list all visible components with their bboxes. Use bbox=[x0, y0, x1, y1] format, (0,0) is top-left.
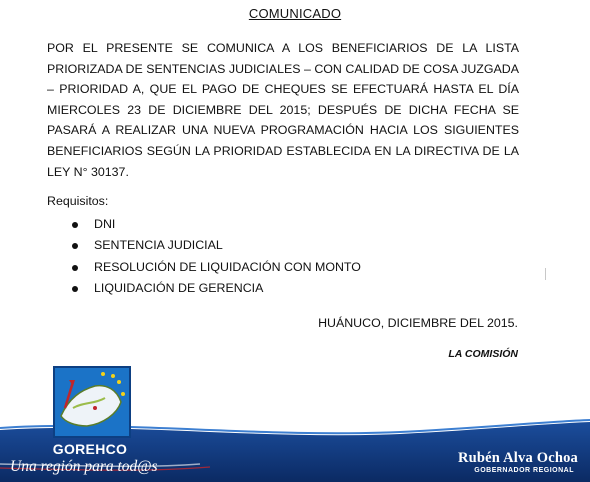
announcement-body: POR EL PRESENTE SE COMUNICA A LOS BENEFICIARIOS DE LA LISTA PRIORIZADA DE SENTENCIAS JUDICIALES – CON CALIDAD DE COSA JUZGADA – PRIORIDAD A, QUE EL PAGO DE CHEQUES SE EFECTUARÁ HASTA EL DÍA MIERCOLES 23 DE DICIEMBRE DEL 2015; DESPUÉS DE DICHA FECHA SE PASARÁ A REALIZAR UNA NUEVA PROGRAMACIÓN HACIA LOS SIGUIENTES BENEFICIARIOS SEGÚN LA PRIORIDAD ESTABLECIDA EN LA DIRECTIVA DE LA LEY N° 30137. bbox=[47, 41, 519, 179]
slogan: Una región para tod@s bbox=[10, 458, 158, 475]
requirements-label: Requisitos: bbox=[47, 194, 109, 208]
requirement-text: SENTENCIA JUDICIAL bbox=[94, 238, 223, 253]
requirement-text: LIQUIDACIÓN DE GERENCIA bbox=[94, 280, 264, 295]
gorehco-logo bbox=[53, 366, 131, 438]
bullet-icon bbox=[72, 243, 78, 249]
governor-name: Rubén Alva Ochoa bbox=[457, 450, 578, 466]
place-date: HUÁNUCO, DICIEMBRE DEL 2015. bbox=[318, 316, 518, 330]
list-item bbox=[47, 214, 361, 235]
document-title: COMUNICADO bbox=[248, 6, 342, 21]
signature: LA COMISIÓN bbox=[448, 348, 518, 360]
requirement-text: DNI bbox=[94, 217, 116, 231]
bullet-icon bbox=[72, 286, 78, 292]
list-item bbox=[47, 278, 361, 299]
requirement-text: RESOLUCIÓN DE LIQUIDACIÓN CON MONTO bbox=[94, 259, 361, 274]
requirements-list bbox=[47, 214, 361, 299]
org-name: GOREHCO bbox=[52, 441, 128, 457]
list-item bbox=[47, 235, 361, 256]
region-map-icon bbox=[55, 368, 129, 436]
bullet-icon bbox=[72, 265, 78, 271]
bullet-icon bbox=[72, 222, 78, 228]
governor-role: GOBERNADOR REGIONAL bbox=[474, 467, 574, 474]
text-cursor-mark bbox=[545, 268, 546, 280]
list-item bbox=[47, 257, 361, 278]
